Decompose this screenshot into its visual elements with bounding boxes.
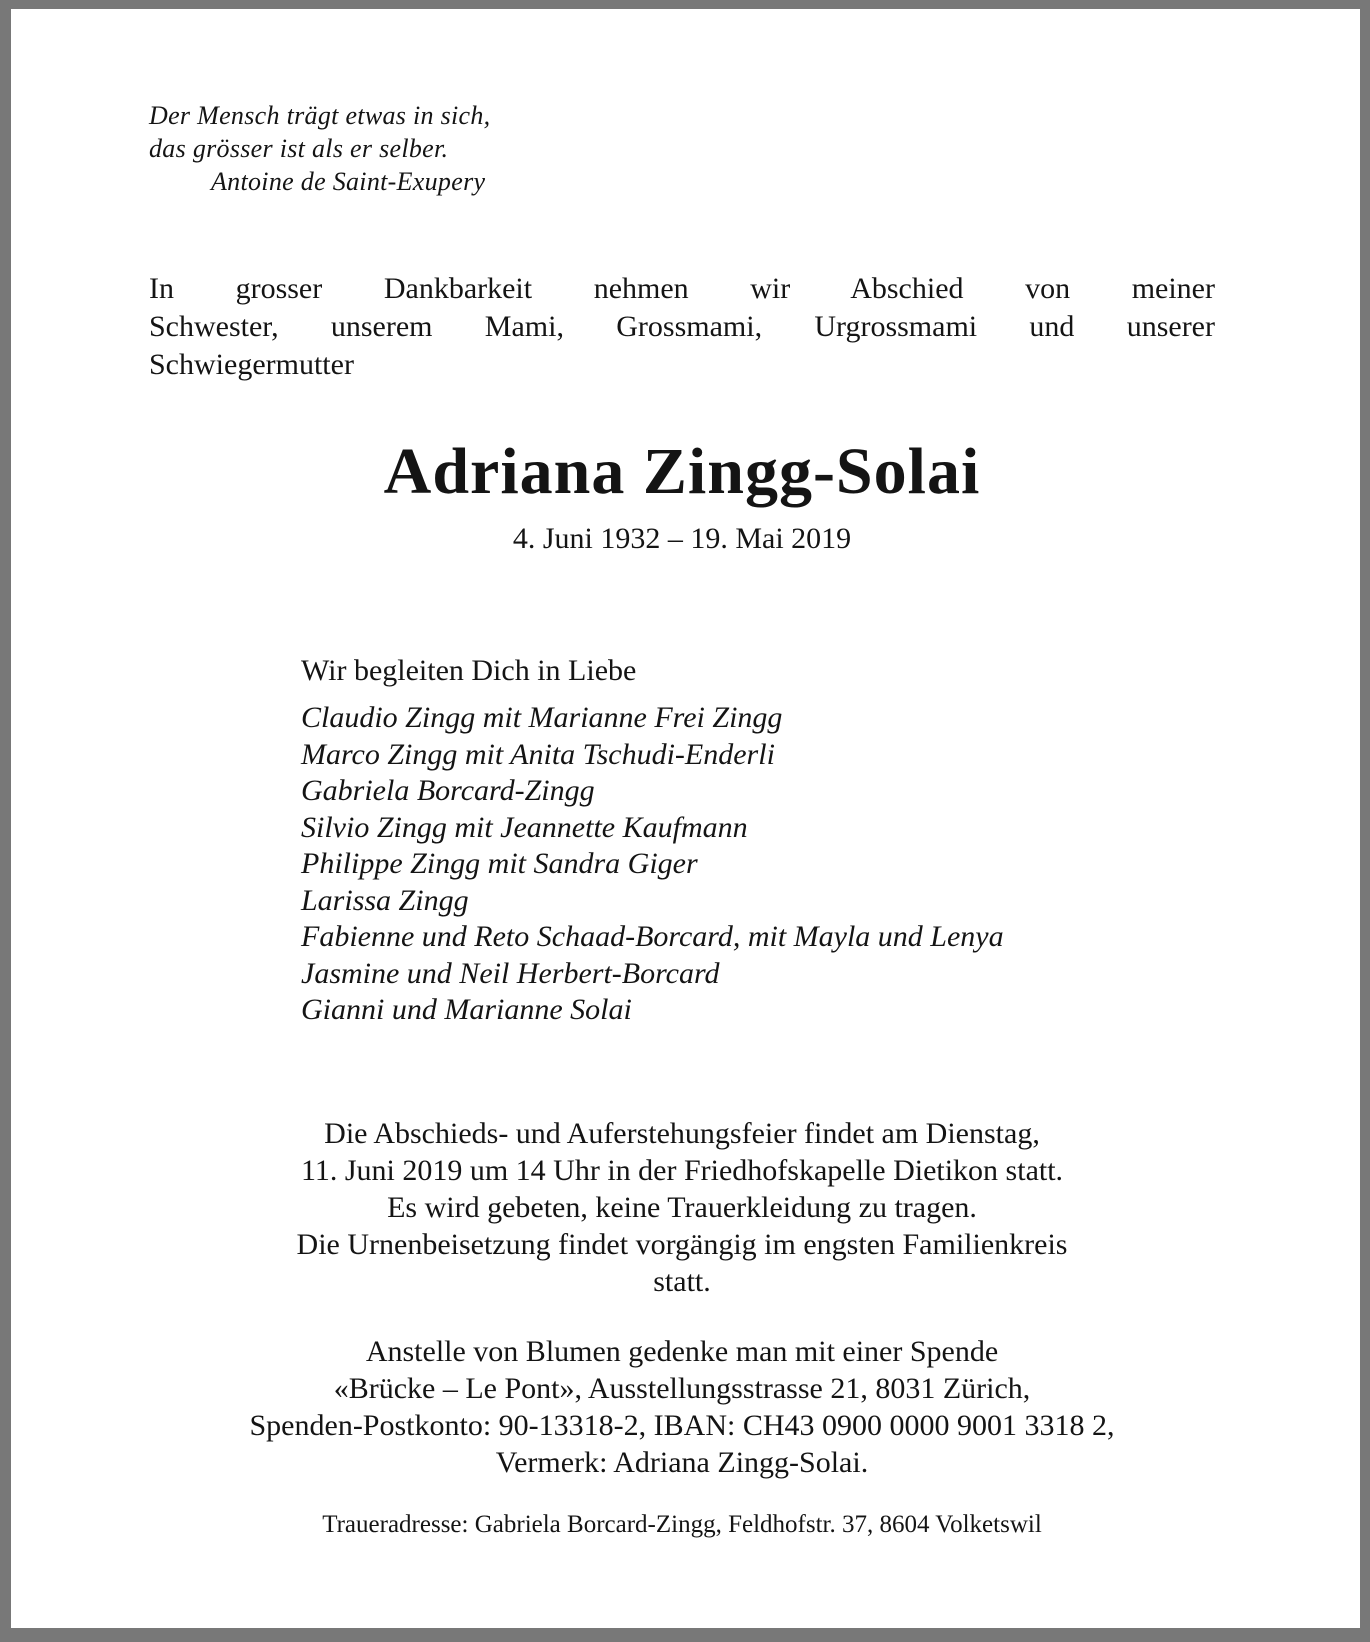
ceremony-info bbox=[149, 1115, 1215, 1300]
epigraph-attribution: Antoine de Saint-Exupery bbox=[211, 167, 486, 196]
ceremony-line: statt. bbox=[653, 1264, 711, 1298]
obituary-page bbox=[11, 9, 1360, 1628]
life-dates: 4. Juni 1932 – 19. Mai 2019 bbox=[512, 522, 852, 555]
mourner-line: Marco Zingg mit Anita Tschudi-Enderli bbox=[301, 737, 775, 771]
donation-info bbox=[149, 1333, 1215, 1481]
ceremony-line: Die Urnenbeisetzung findet vorgängig im engsten Familienkreis bbox=[296, 1227, 1068, 1261]
mourner-line: Claudio Zingg mit Marianne Frei Zingg bbox=[301, 701, 783, 734]
deceased-name: Adriana Zingg-Solai bbox=[383, 435, 981, 508]
epigraph-line-1: Der Mensch trägt etwas in sich, bbox=[149, 101, 491, 130]
farewell-heading: Wir begleiten Dich in Liebe bbox=[301, 654, 637, 687]
donation-line: «Brücke – Le Pont», Ausstellungsstrasse 21, 8031 Zürich, bbox=[333, 1371, 1031, 1405]
mourner-line: Philippe Zingg mit Sandra Giger bbox=[301, 847, 698, 880]
ceremony-line: Es wird gebeten, keine Trauerkleidung zu tragen. bbox=[387, 1190, 977, 1224]
epigraph bbox=[149, 99, 1215, 198]
ceremony-line: Die Abschieds- und Auferstehungsfeier findet am Dienstag, bbox=[324, 1116, 1040, 1150]
mourner-line: Jasmine und Neil Herbert-Borcard bbox=[301, 956, 720, 990]
mourners-list bbox=[301, 700, 1215, 1029]
donation-line: Spenden-Postkonto: 90-13318-2, IBAN: CH43 0900 0000 9001 3318 2, bbox=[249, 1408, 1115, 1442]
intro-paragraph bbox=[149, 270, 1215, 384]
ceremony-line: 11. Juni 2019 um 14 Uhr in der Friedhofskapelle Dietikon statt. bbox=[300, 1153, 1064, 1187]
mourner-line: Larissa Zingg bbox=[301, 883, 469, 917]
donation-line: Anstelle von Blumen gedenke man mit einer Spende bbox=[365, 1334, 999, 1368]
mourner-line: Gianni und Marianne Solai bbox=[301, 993, 632, 1026]
mourner-line: Gabriela Borcard-Zingg bbox=[301, 774, 595, 807]
intro-line-2: Schwester, unserem Mami, Grossmami, Urgrossmami und unserer bbox=[149, 310, 1215, 343]
mourner-line: Fabienne und Reto Schaad-Borcard, mit Mayla und Lenya bbox=[301, 920, 1004, 953]
intro-line-3: Schwiegermutter bbox=[149, 348, 354, 381]
mourner-line: Silvio Zingg mit Jeannette Kaufmann bbox=[301, 810, 748, 844]
mourning-address: Traueradresse: Gabriela Borcard-Zingg, Feldhofstr. 37, 8604 Volketswil bbox=[322, 1510, 1042, 1538]
epigraph-line-2: das grösser ist als er selber. bbox=[149, 134, 449, 163]
intro-line-1: In grosser Dankbarkeit nehmen wir Abschied von meiner bbox=[149, 272, 1215, 305]
donation-line: Vermerk: Adriana Zingg-Solai. bbox=[495, 1445, 869, 1479]
